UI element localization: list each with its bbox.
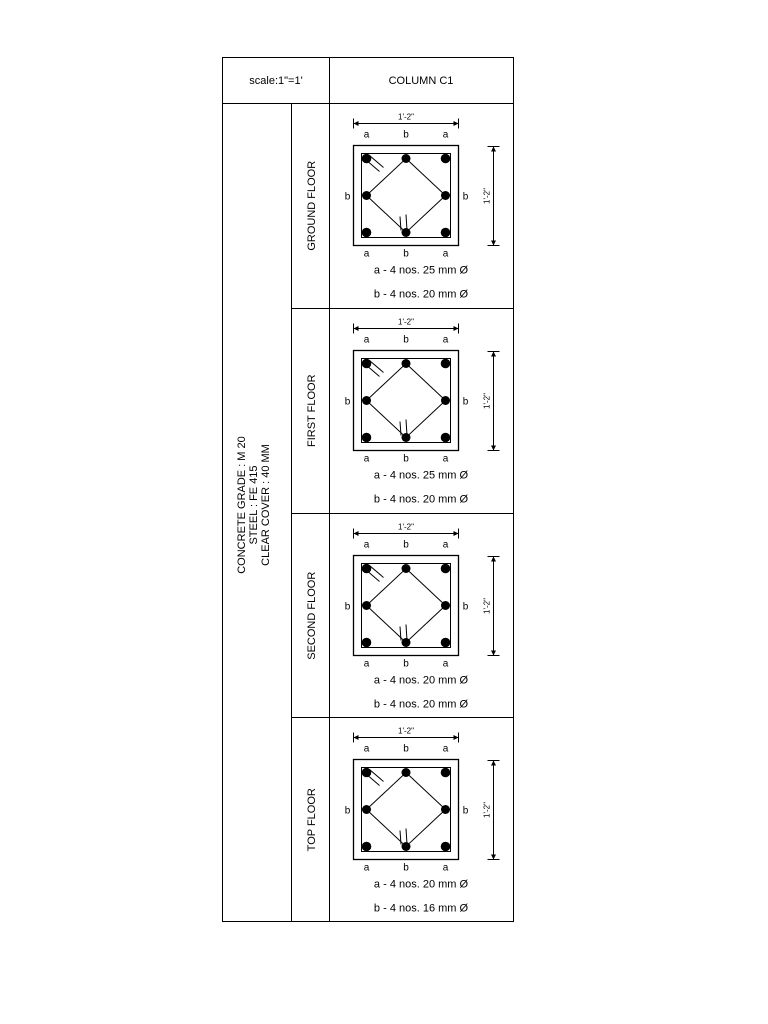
middle-bar-b xyxy=(362,805,371,814)
dimension-arrow xyxy=(491,557,496,562)
corner-bar-a xyxy=(362,359,372,369)
bar-label-top: a xyxy=(363,129,370,141)
outer-tie xyxy=(362,768,451,852)
middle-bar-b xyxy=(441,601,450,610)
outer-tie xyxy=(362,359,451,443)
reinforcement-note-a: a - 4 nos. 20 mm Ø xyxy=(373,674,469,687)
scale-label: scale:1"=1' xyxy=(249,75,303,87)
general-notes xyxy=(236,436,272,574)
floor-name: TOP FLOOR xyxy=(306,788,318,852)
bar-label-left: b xyxy=(344,396,351,408)
bar-label-bottom: a xyxy=(442,248,449,260)
dimension-arrow xyxy=(454,326,459,331)
outer-tie xyxy=(362,564,451,648)
reinforcement-note-b: b - 4 nos. 20 mm Ø xyxy=(373,698,469,711)
floor-section-first xyxy=(306,318,500,506)
corner-bar-a xyxy=(362,433,372,443)
bar-label-top: a xyxy=(442,129,449,141)
middle-bar-b xyxy=(362,396,371,405)
middle-bar-b xyxy=(402,564,411,573)
middle-bar-b xyxy=(362,191,371,200)
bar-label-bottom: a xyxy=(442,453,449,465)
dimension-arrow xyxy=(491,241,496,246)
bar-label-bottom: b xyxy=(403,862,409,874)
reinforcement-note-a: a - 4 nos. 20 mm Ø xyxy=(373,878,469,891)
corner-bar-a xyxy=(362,638,372,648)
bar-label-top: a xyxy=(363,539,370,551)
bar-label-bottom: a xyxy=(363,248,370,260)
floor-name: GROUND FLOOR xyxy=(306,160,318,251)
bar-label-top: a xyxy=(442,743,449,755)
bar-label-left: b xyxy=(344,601,351,613)
bar-label-bottom: b xyxy=(403,453,409,465)
middle-bar-b xyxy=(441,396,450,405)
reinforcement-note-b: b - 4 nos. 20 mm Ø xyxy=(373,288,469,301)
middle-bar-b xyxy=(402,768,411,777)
middle-bar-b xyxy=(362,601,371,610)
width-dimension-label: 1'-2" xyxy=(398,726,414,736)
bar-label-top: b xyxy=(403,539,409,551)
height-dimension-label: 1'-2" xyxy=(482,393,492,409)
height-dimension-label: 1'-2" xyxy=(482,188,492,204)
height-dimension-label: 1'-2" xyxy=(482,802,492,818)
column-title: COLUMN C1 xyxy=(388,75,454,87)
bar-label-right: b xyxy=(462,191,469,203)
concrete-grade-note: CONCRETE GRADE : M 20 xyxy=(236,436,248,574)
bar-label-top: a xyxy=(442,539,449,551)
bar-label-top: b xyxy=(403,334,409,346)
bar-label-bottom: a xyxy=(363,862,370,874)
corner-bar-a xyxy=(441,228,451,238)
bar-label-bottom: a xyxy=(363,453,370,465)
dimension-arrow xyxy=(354,531,359,536)
bar-label-bottom: b xyxy=(403,248,409,260)
bar-label-bottom: b xyxy=(403,658,409,670)
bar-label-right: b xyxy=(462,396,469,408)
tie-hook xyxy=(370,361,384,373)
dimension-arrow xyxy=(454,531,459,536)
corner-bar-a xyxy=(441,638,451,648)
bar-label-top: b xyxy=(403,129,409,141)
bar-label-top: a xyxy=(363,334,370,346)
dimension-arrow xyxy=(491,761,496,766)
dimension-arrow xyxy=(491,446,496,451)
middle-bar-b xyxy=(402,842,411,851)
bar-label-right: b xyxy=(462,601,469,613)
middle-bar-b xyxy=(441,191,450,200)
dimension-arrow xyxy=(491,855,496,860)
floor-section-ground xyxy=(306,113,500,301)
corner-bar-a xyxy=(362,154,372,164)
dimension-arrow xyxy=(354,326,359,331)
floor-name: FIRST FLOOR xyxy=(306,374,318,448)
bar-label-bottom: a xyxy=(442,658,449,670)
corner-bar-a xyxy=(441,842,451,852)
middle-bar-b xyxy=(441,805,450,814)
bar-label-left: b xyxy=(344,805,351,817)
dimension-arrow xyxy=(491,147,496,152)
corner-bar-a xyxy=(362,768,372,778)
width-dimension-label: 1'-2" xyxy=(398,317,414,327)
tie-hook xyxy=(400,831,401,845)
tie-hook xyxy=(400,422,401,436)
dimension-arrow xyxy=(354,121,359,126)
reinforcement-note-a: a - 4 nos. 25 mm Ø xyxy=(373,469,469,482)
corner-bar-a xyxy=(362,564,372,574)
bar-label-bottom: a xyxy=(363,658,370,670)
width-dimension-label: 1'-2" xyxy=(398,522,414,532)
middle-bar-b xyxy=(402,433,411,442)
middle-bar-b xyxy=(402,638,411,647)
tie-hook xyxy=(370,770,384,782)
tie-hook xyxy=(400,627,401,641)
corner-bar-a xyxy=(441,564,451,574)
dimension-arrow xyxy=(354,735,359,740)
height-dimension-label: 1'-2" xyxy=(482,598,492,614)
dimension-arrow xyxy=(454,121,459,126)
corner-bar-a xyxy=(441,154,451,164)
floor-section-top xyxy=(306,727,500,915)
tie-hook xyxy=(370,156,384,168)
reinforcement-note-b: b - 4 nos. 16 mm Ø xyxy=(373,902,469,915)
corner-bar-a xyxy=(441,433,451,443)
outer-tie xyxy=(362,154,451,238)
dimension-arrow xyxy=(454,735,459,740)
floor-section-second xyxy=(306,523,500,711)
middle-bar-b xyxy=(402,359,411,368)
floor-name: SECOND FLOOR xyxy=(306,571,318,660)
corner-bar-a xyxy=(362,228,372,238)
bar-label-right: b xyxy=(462,805,469,817)
bar-label-left: b xyxy=(344,191,351,203)
corner-bar-a xyxy=(362,842,372,852)
clear-cover-note: CLEAR COVER : 40 MM xyxy=(260,444,272,566)
reinforcement-note-a: a - 4 nos. 25 mm Ø xyxy=(373,264,469,277)
bar-label-top: a xyxy=(363,743,370,755)
bar-label-top: b xyxy=(403,743,409,755)
width-dimension-label: 1'-2" xyxy=(398,112,414,122)
dimension-arrow xyxy=(491,352,496,357)
tie-hook xyxy=(400,217,401,231)
steel-grade-note: STEEL : FE 415 xyxy=(248,465,260,545)
tie-hook xyxy=(370,566,384,578)
bar-label-bottom: a xyxy=(442,862,449,874)
corner-bar-a xyxy=(441,768,451,778)
reinforcement-note-b: b - 4 nos. 20 mm Ø xyxy=(373,493,469,506)
dimension-arrow xyxy=(491,651,496,656)
bar-label-top: a xyxy=(442,334,449,346)
corner-bar-a xyxy=(441,359,451,369)
middle-bar-b xyxy=(402,228,411,237)
middle-bar-b xyxy=(402,154,411,163)
